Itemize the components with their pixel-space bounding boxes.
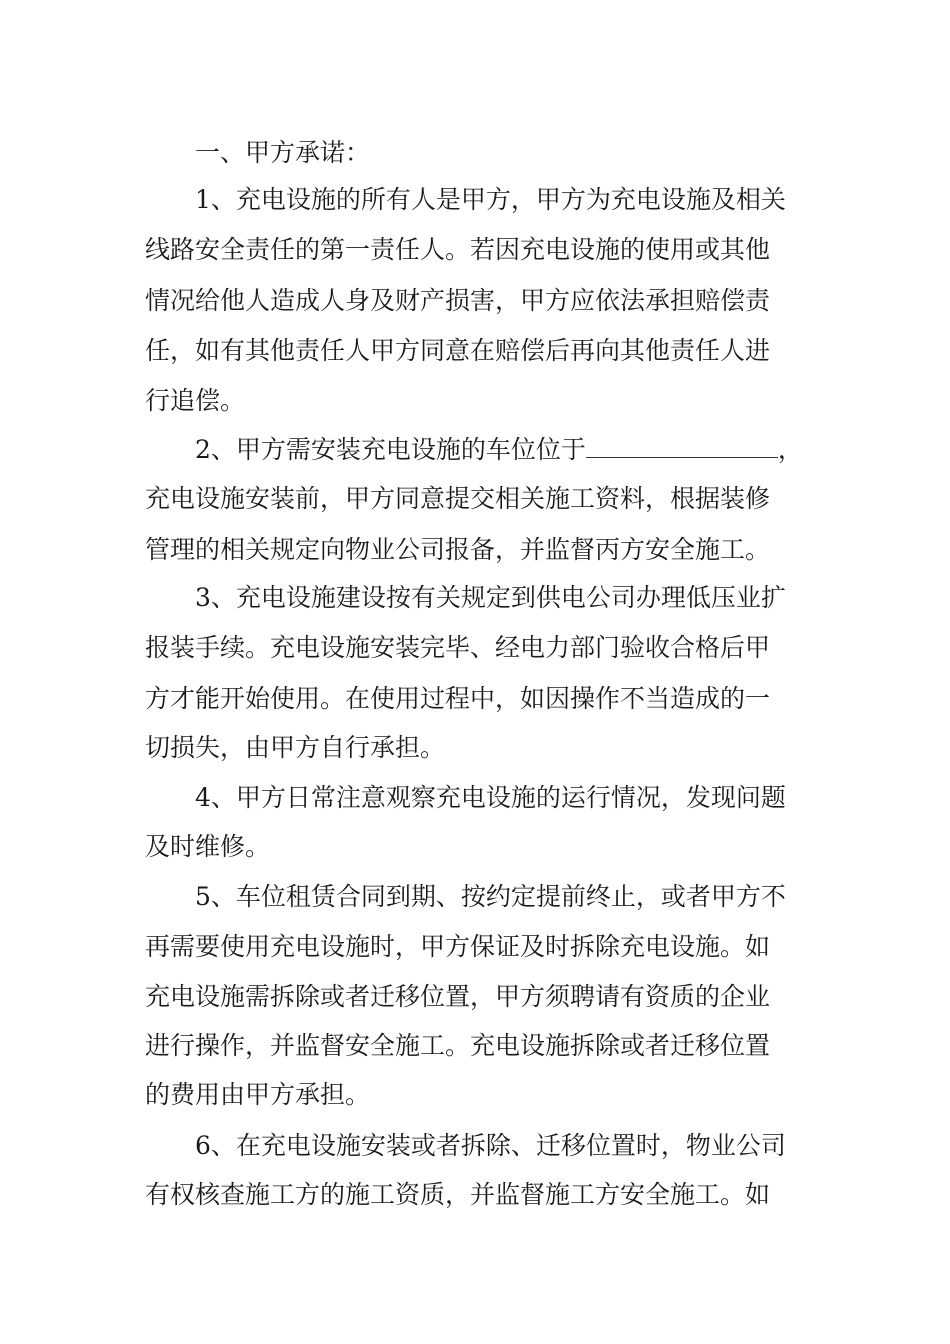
item-2-line-1 bbox=[195, 434, 803, 466]
item-6-line-2: 有权核查施工方的施工资质，并监督施工方安全施工。如 bbox=[145, 1180, 771, 1209]
item-1-line-3: 情况给他人造成人身及财产损害，甲方应依法承担赔偿责 bbox=[145, 286, 771, 315]
item-3-line-2: 报装手续。充电设施安装完毕、经电力部门验收合格后甲 bbox=[145, 633, 771, 662]
item-3-line-1: 3、充电设施建设按有关规定到供电公司办理低压业扩 bbox=[195, 583, 786, 612]
item-5-line-3: 充电设施需拆除或者迁移位置，甲方须聘请有资质的企业 bbox=[145, 982, 771, 1011]
item-4-line-2: 及时维修。 bbox=[145, 832, 271, 861]
section-heading: 一、甲方承诺： bbox=[195, 138, 371, 167]
item-2-line-3: 管理的相关规定向物业公司报备，并监督丙方安全施工。 bbox=[145, 535, 771, 564]
item-5-line-4: 进行操作，并监督安全施工。充电设施拆除或者迁移位置 bbox=[145, 1031, 771, 1060]
item-1-line-4: 任，如有其他责任人甲方同意在赔偿后再向其他责任人进 bbox=[145, 336, 771, 365]
item-2-line-2: 充电设施安装前，甲方同意提交相关施工资料，根据装修 bbox=[145, 484, 771, 513]
item-5-line-5: 的费用由甲方承担。 bbox=[145, 1080, 371, 1109]
item-1-line-1: 1、充电设施的所有人是甲方，甲方为充电设施及相关 bbox=[195, 185, 786, 214]
item-5-line-2: 再需要使用充电设施时，甲方保证及时拆除充电设施。如 bbox=[145, 932, 771, 961]
item-2-prefix: 2、甲方需安装充电设施的车位位于 bbox=[195, 435, 586, 464]
item-5-line-1: 5、车位租赁合同到期、按约定提前终止，或者甲方不 bbox=[195, 882, 786, 911]
item-6-line-1: 6、在充电设施安装或者拆除、迁移位置时，物业公司 bbox=[195, 1131, 786, 1160]
item-2-suffix: ， bbox=[777, 435, 803, 464]
item-4-line-1: 4、甲方日常注意观察充电设施的运行情况，发现问题 bbox=[195, 783, 786, 812]
item-3-line-4: 切损失，由甲方自行承担。 bbox=[145, 733, 446, 762]
item-1-line-2: 线路安全责任的第一责任人。若因充电设施的使用或其他 bbox=[145, 235, 771, 264]
item-1-line-5: 行追偿。 bbox=[145, 386, 246, 415]
location-blank-field[interactable] bbox=[586, 437, 778, 458]
item-3-line-3: 方才能开始使用。在使用过程中，如因操作不当造成的一 bbox=[145, 684, 771, 713]
